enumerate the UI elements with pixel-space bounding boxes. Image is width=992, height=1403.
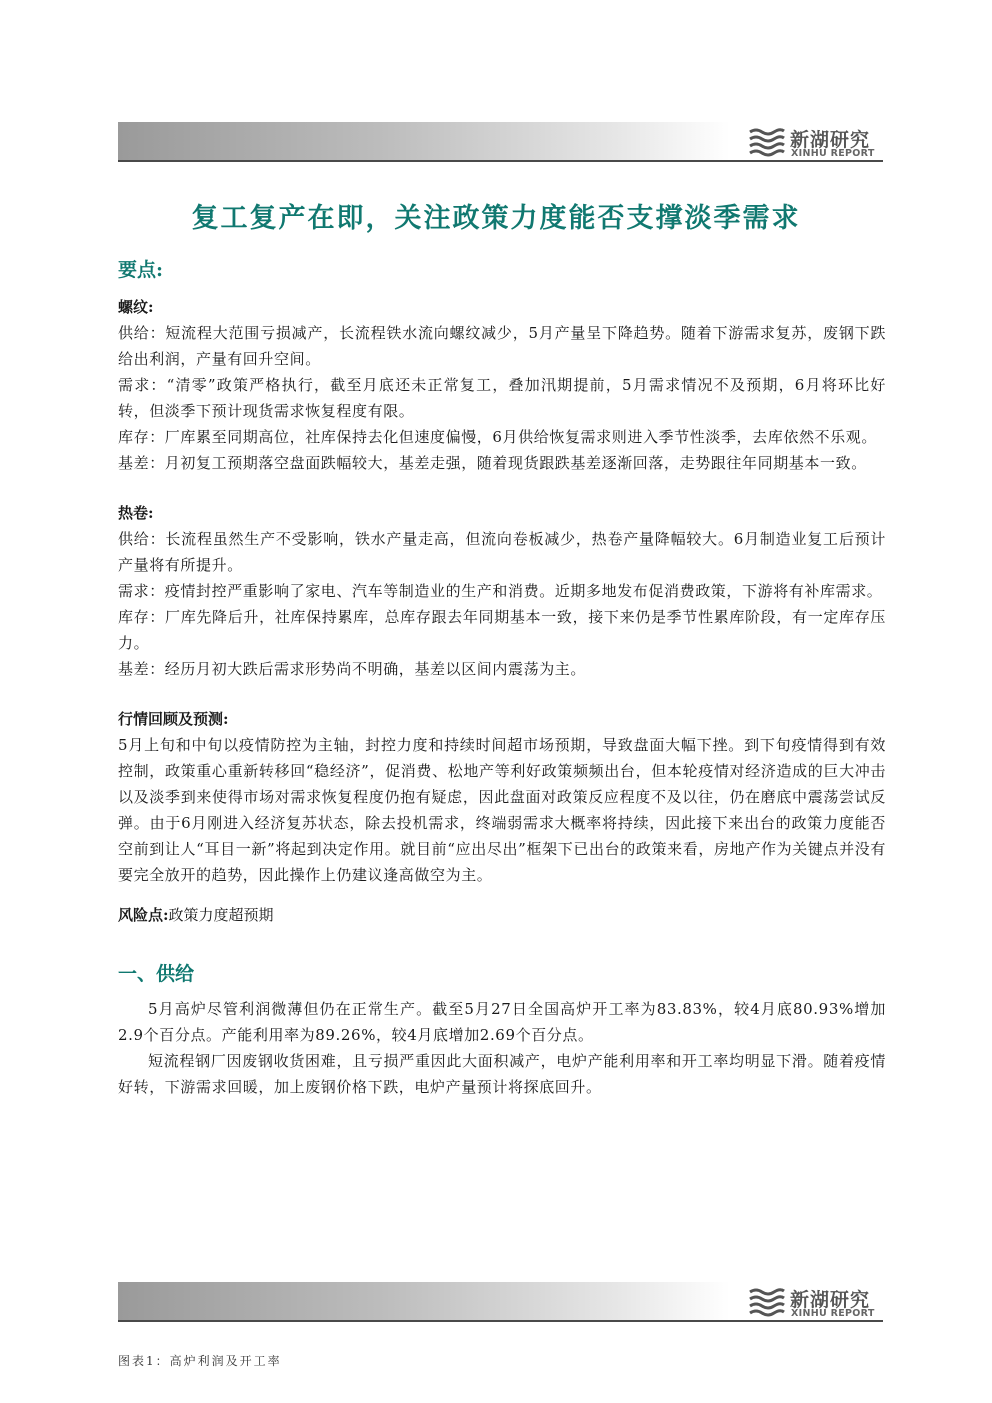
figure-caption: 图表1：高炉利润及开工率 (118, 1354, 282, 1368)
waves-logo-icon (748, 1287, 786, 1317)
logo-chinese: 新湖研究 (790, 1289, 871, 1311)
hrc-heading: 热卷: (118, 504, 154, 522)
rebar-basis: 基差：月初复工预期落空盘面跌幅较大，基差走强，随着现货跟跌基差逐渐回落，走势跟往年同期基本一致。 (118, 454, 867, 472)
review-heading: 行情回顾及预测: (118, 710, 229, 728)
logo-english: XINHU REPORT (791, 148, 875, 159)
waves-logo-icon (748, 127, 786, 157)
hrc-demand: 需求：疫情封控严重影响了家电、汽车等制造业的生产和消费。近期多地发布促消费政策，下游将有补库需求。 (118, 582, 883, 600)
supply-paragraph-2: 短流程钢厂因废钢收货困难，且亏损严重因此大面积减产，电炉产能利用率和开工率均明显下滑。随着疫情好转，下游需求回暖，加上废钢价格下跌，电炉产量预计将探底回升。 (118, 1052, 886, 1096)
footer-logo (748, 1283, 888, 1321)
hrc-basis: 基差：经历月初大跌后需求形势尚不明确，基差以区间内震荡为主。 (118, 660, 587, 678)
rebar-supply: 供给：短流程大范围亏损减产，长流程铁水流向螺纹减少，5月产量呈下降趋势。随着下游需求复苏，废钢下跌给出利润，产量有回升空间。 (118, 324, 886, 368)
header-logo (748, 123, 888, 161)
key-points-label: 要点: (118, 259, 164, 281)
hrc-inventory: 库存：厂库先降后升，社库保持累库，总库存跟去年同期基本一致，接下来仍是季节性累库阶段，有一定库存压力。 (118, 608, 886, 652)
rebar-heading: 螺纹: (118, 298, 154, 316)
logo-english: XINHU REPORT (791, 1308, 875, 1319)
supply-paragraph-1: 5月高炉尽管利润微薄但仍在正常生产。截至5月27日全国高炉开工率为83.83%，较4月底80.93%增加2.9个百分点。产能利用率为89.26%，较4月底增加2.69个百分点。 (118, 1000, 886, 1044)
report-body (118, 294, 886, 1100)
rebar-demand: 需求：“清零”政策严格执行，截至月底还未正常复工，叠加汛期提前，5月需求情况不及预期，6月将环比好转，但淡季下预计现货需求恢复程度有限。 (118, 376, 886, 420)
report-title: 复工复产在即，关注政策力度能否支撑淡季需求 (191, 203, 801, 234)
risk-label: 风险点: (118, 906, 169, 924)
risk-text: 政策力度超预期 (168, 906, 274, 924)
review-text: 5月上旬和中旬以疫情防控为主轴，封控力度和持续时间超市场预期，导致盘面大幅下挫。到下旬疫情得到有效控制，政策重心重新转移回“稳经济”，促消费、松地产等利好政策频频出台，但本轮疫情对经济造成的巨大冲击以及淡季到来使得市场对需求恢复程度仍抱有疑虑，因此盘面对政策反应程度不及以往，仍在磨底中震荡尝试反弹。由于6月刚进入经济复苏状态，除去投机需求，终端弱需求大概率将持续，因此接下来出台的政策力度能否空前到让人“耳目一新”将起到决定作用。就目前“应出尽出”框架下已出台的政策来看，房地产作为关键点并没有要完全放开的趋势，因此操作上仍建议逢高做空为主。 (118, 736, 886, 884)
hrc-supply: 供给：长流程虽然生产不受影响，铁水产量走高，但流向卷板减少，热卷产量降幅较大。6月制造业复工后预计产量将有所提升。 (118, 530, 886, 574)
logo-chinese: 新湖研究 (790, 129, 871, 151)
rebar-inventory: 库存：厂库累至同期高位，社库保持去化但速度偏慢，6月供给恢复需求则进入季节性淡季，去库依然不乐观。 (118, 428, 877, 446)
section-supply-heading: 一、供给 (118, 963, 195, 985)
risk-line (118, 902, 886, 928)
